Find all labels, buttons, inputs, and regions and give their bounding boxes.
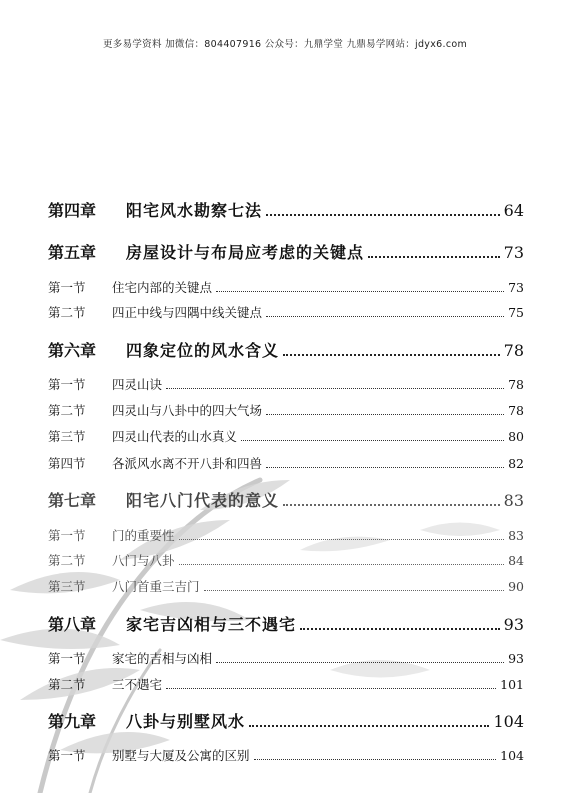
toc-section-row[interactable] xyxy=(48,303,524,321)
section-number: 第三节 xyxy=(48,579,86,594)
page-number: 93 xyxy=(508,651,524,666)
leader-dots xyxy=(266,467,504,468)
leader-dots xyxy=(266,316,504,317)
section-title: 四灵山诀 xyxy=(112,377,163,392)
chapter-title: 八卦与别墅风水 xyxy=(126,712,246,731)
toc-section-row[interactable] xyxy=(48,454,524,472)
leader-dots xyxy=(368,256,500,258)
chapter-title: 房屋设计与布局应考虑的关键点 xyxy=(126,243,365,262)
page-number: 93 xyxy=(503,615,524,634)
section-title: 四灵山代表的山水真义 xyxy=(112,429,238,444)
page-number: 64 xyxy=(503,201,524,220)
leader-dots xyxy=(266,214,500,216)
chapter-title: 阳宅风水勘察七法 xyxy=(126,201,263,220)
leader-dots xyxy=(283,504,500,506)
section-title: 八门首重三吉门 xyxy=(112,579,200,594)
leader-dots xyxy=(204,590,505,591)
section-number: 第三节 xyxy=(48,429,86,444)
leader-dots xyxy=(300,628,500,630)
section-title: 门的重要性 xyxy=(112,528,175,543)
toc-section-row[interactable] xyxy=(48,577,524,595)
toc-section-row[interactable] xyxy=(48,278,524,296)
toc-chapter-row[interactable] xyxy=(48,198,524,221)
leader-dots xyxy=(179,564,505,565)
leader-dots xyxy=(241,440,504,441)
section-number: 第二节 xyxy=(48,677,86,692)
section-number: 第一节 xyxy=(48,280,86,295)
section-number: 第一节 xyxy=(48,748,86,763)
chapter-title: 四象定位的风水含义 xyxy=(126,341,280,360)
section-title: 别墅与大厦及公寓的区别 xyxy=(112,748,250,763)
chapter-number: 第七章 xyxy=(48,491,97,510)
leader-dots xyxy=(254,759,497,760)
section-number: 第二节 xyxy=(48,403,86,418)
section-title: 四正中线与四隅中线关键点 xyxy=(112,305,263,320)
page-number: 73 xyxy=(503,243,524,262)
page-number: 82 xyxy=(508,456,524,471)
page-number: 104 xyxy=(493,712,524,731)
page-number: 83 xyxy=(503,491,524,510)
chapter-number: 第四章 xyxy=(48,201,97,220)
header-watermark: 更多易学资料 加微信：804407916 公众号：九鼎学堂 九鼎易学网站：jdyx6.com xyxy=(102,39,468,50)
page-number: 78 xyxy=(508,377,524,392)
toc-section-row[interactable] xyxy=(48,375,524,393)
section-title: 住宅内部的关键点 xyxy=(112,280,213,295)
toc-section-row[interactable] xyxy=(48,427,524,445)
leader-dots xyxy=(166,388,504,389)
page-number: 73 xyxy=(508,280,524,295)
chapter-number: 第六章 xyxy=(48,341,97,360)
toc-section-row[interactable] xyxy=(48,526,524,544)
page-number: 90 xyxy=(508,579,524,594)
page-number: 75 xyxy=(508,305,524,320)
section-title: 三不遇宅 xyxy=(112,677,163,692)
page-number: 80 xyxy=(508,429,524,444)
toc-section-row[interactable] xyxy=(48,551,524,569)
section-number: 第一节 xyxy=(48,651,86,666)
toc-chapter-row[interactable] xyxy=(48,488,524,511)
page-number: 83 xyxy=(508,528,524,543)
leader-dots xyxy=(216,291,504,292)
chapter-number: 第九章 xyxy=(48,712,97,731)
section-number: 第一节 xyxy=(48,377,86,392)
page-number: 78 xyxy=(508,403,524,418)
page-number: 78 xyxy=(503,341,524,360)
leader-dots xyxy=(179,539,505,540)
page-number: 104 xyxy=(500,748,524,763)
section-number: 第二节 xyxy=(48,305,86,320)
section-number: 第一节 xyxy=(48,528,86,543)
page-number: 84 xyxy=(508,553,524,568)
toc-chapter-row[interactable] xyxy=(48,338,524,361)
section-title: 家宅的吉相与凶相 xyxy=(112,651,213,666)
section-title: 四灵山与八卦中的四大气场 xyxy=(112,403,263,418)
toc-chapter-row[interactable] xyxy=(48,612,524,635)
section-title: 八门与八卦 xyxy=(112,553,175,568)
leader-dots xyxy=(166,688,496,689)
toc-section-row[interactable] xyxy=(48,649,524,667)
leader-dots xyxy=(249,725,489,727)
page-number: 101 xyxy=(500,677,524,692)
section-number: 第四节 xyxy=(48,456,86,471)
section-title: 各派风水离不开八卦和四兽 xyxy=(112,456,263,471)
section-number: 第二节 xyxy=(48,553,86,568)
toc-section-row[interactable] xyxy=(48,675,524,693)
toc-section-row[interactable] xyxy=(48,401,524,419)
chapter-number: 第五章 xyxy=(48,243,97,262)
toc-section-row[interactable] xyxy=(48,746,524,764)
chapter-number: 第八章 xyxy=(48,615,97,634)
leader-dots xyxy=(283,354,500,356)
toc-chapter-row[interactable] xyxy=(48,240,524,263)
leader-dots xyxy=(216,662,504,663)
toc-chapter-row[interactable] xyxy=(48,709,524,732)
chapter-title: 家宅吉凶相与三不遇宅 xyxy=(126,615,297,634)
chapter-title: 阳宅八门代表的意义 xyxy=(126,491,280,510)
leader-dots xyxy=(266,414,504,415)
